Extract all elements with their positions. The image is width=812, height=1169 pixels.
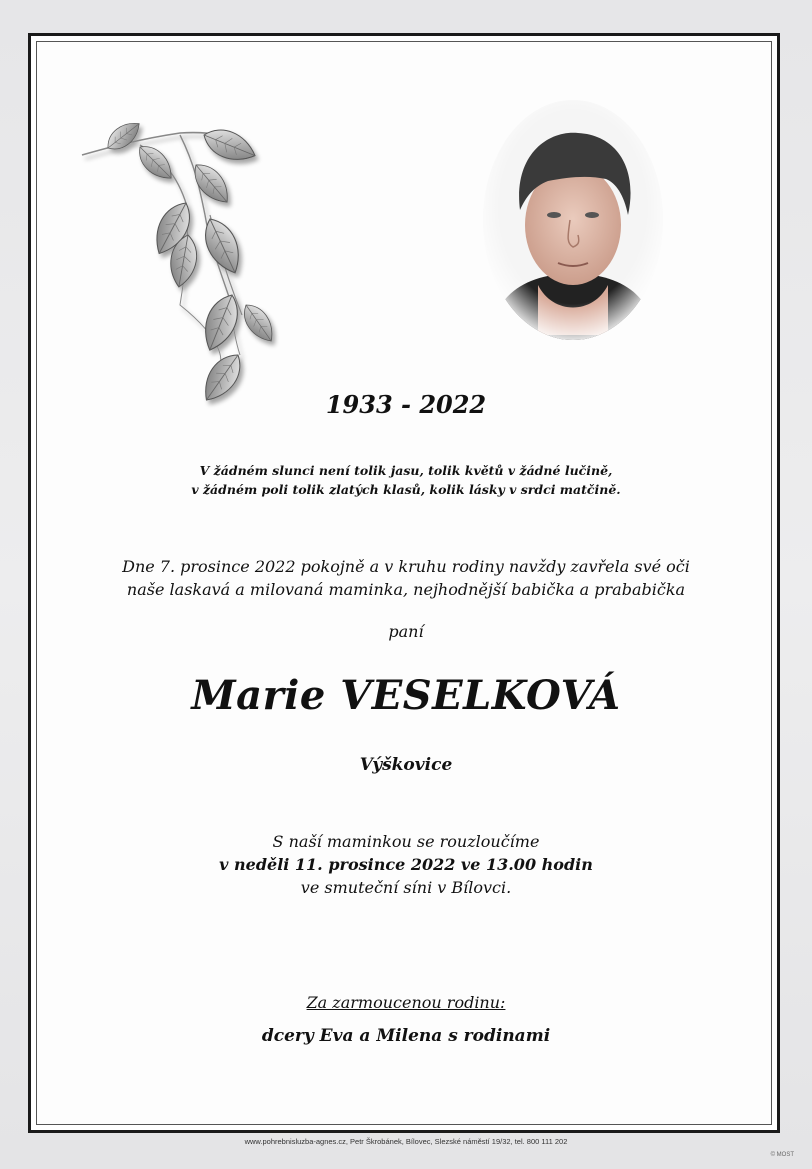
funeral-service-imprint: www.pohrebnisluzba-agnes.cz, Petr Škrobánek, Bílovec, Slezské náměstí 19/32, tel. 800 111 202 <box>244 1137 568 1146</box>
family-names: dcery Eva a Milena s rodinami <box>261 1026 551 1046</box>
copyright-mark: © MOST <box>770 1152 794 1158</box>
announcement-line-2: naše laskavá a milovaná maminka, nejhodnější babička a prababička <box>126 580 686 599</box>
family-label: Za zarmoucenou rodinu: <box>306 993 506 1012</box>
farewell-date-time: v neděli 11. prosince 2022 ve 13.00 hodin <box>219 855 593 874</box>
verse-line-1: V žádném slunci není tolik jasu, tolik květů v žádné lučině, <box>199 463 613 478</box>
hometown: Výškovice <box>359 755 453 775</box>
birch-branch-illustration <box>70 105 310 425</box>
deceased-name: Marie VESELKOVÁ <box>191 672 621 719</box>
farewell-venue: ve smuteční síni v Bílovci. <box>300 878 512 897</box>
honorific-title: paní <box>388 622 424 641</box>
portrait-photo <box>478 95 668 345</box>
farewell-line-1: S naší maminkou se rouzloučíme <box>272 832 540 851</box>
life-years: 1933 - 2022 <box>325 390 487 419</box>
announcement-line-1: Dne 7. prosince 2022 pokojně a v kruhu rodiny navždy zavřela své oči <box>122 557 690 576</box>
verse-line-2: v žádném poli tolik zlatých klasů, kolik lásky v srdci matčině. <box>191 482 621 497</box>
